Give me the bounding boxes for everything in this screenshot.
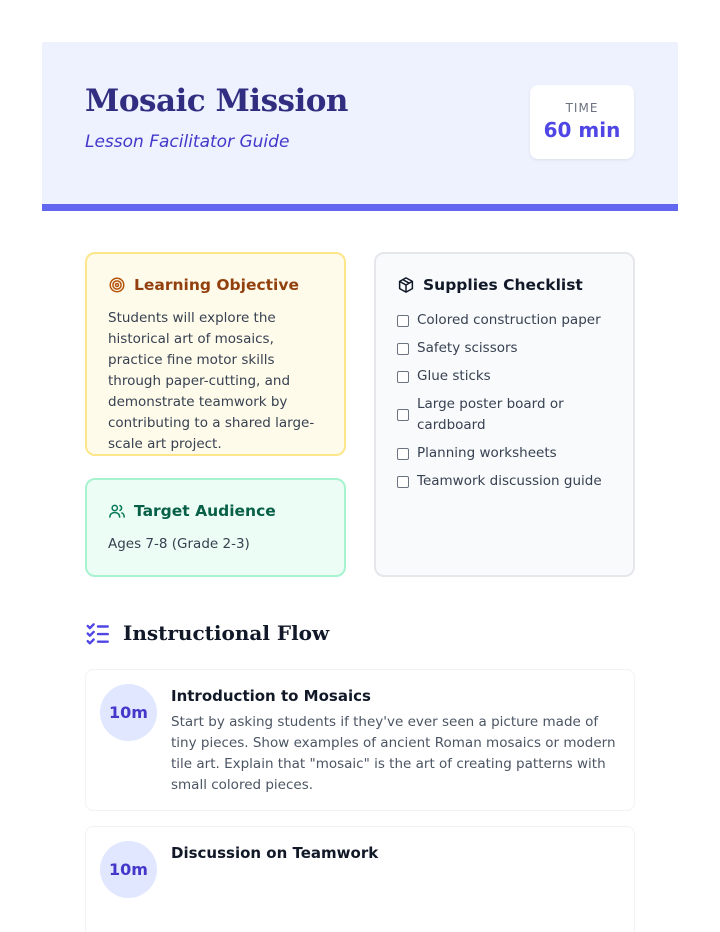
flow-step [85,669,635,811]
lesson-guide-page [42,42,678,932]
step-duration-badge: 10m [100,684,157,741]
learning-objective-heading [108,276,299,294]
package-icon [397,276,415,294]
supply-label: Teamwork discussion guide [417,473,602,489]
learning-objective-text: Students will explore the historical art of mosaics, practice fine motor skills through paper-cutting, and demonstrate teamwork by contributing to a shared large-scale art project. [108,310,315,452]
supply-label: Colored construction paper [417,312,601,328]
target-audience-card [85,478,346,577]
learning-objective-card [85,252,346,456]
supply-item[interactable] [397,310,622,331]
supply-item[interactable] [397,471,622,492]
supplies-checklist-heading [397,276,583,294]
supply-label: Glue sticks [417,368,491,384]
step-duration-badge: 10m [100,841,157,898]
supply-item[interactable] [397,338,622,359]
supplies-checklist-card [374,252,635,577]
step-title: Discussion on Teamwork [171,844,379,862]
target-audience-heading [108,502,276,520]
target-audience-title: Target Audience [134,502,276,520]
target-audience-text: Ages 7-8 (Grade 2-3) [108,536,250,552]
time-value: 60 min [543,118,621,142]
header-banner [42,42,678,204]
list-checks-icon [85,620,111,646]
supply-label: Planning worksheets [417,445,557,461]
step-title: Introduction to Mosaics [171,687,371,705]
header-accent-bar [42,204,678,211]
supplies-list [397,310,622,499]
users-icon [108,502,126,520]
instructional-flow-title: Instructional Flow [123,621,330,645]
instructional-flow-heading [85,620,329,646]
supply-item[interactable] [397,443,622,464]
supplies-checklist-title: Supplies Checklist [423,276,583,294]
page-subtitle: Lesson Facilitator Guide [85,132,290,152]
step-description: Start by asking students if they've ever seen a picture made of tiny pieces. Show examples of ancient Roman mosaics or modern tile art. Explain that "mosaic" is the art of creating patterns with small colored pieces. [171,714,616,793]
supply-label: Large poster board or cardboard [417,396,564,433]
target-icon [108,276,126,294]
flow-step [85,826,635,932]
checkbox[interactable] [397,476,409,488]
supply-item[interactable] [397,366,622,387]
checkbox[interactable] [397,371,409,383]
supply-item[interactable] [397,394,622,436]
checkbox[interactable] [397,315,409,327]
checkbox[interactable] [397,448,409,460]
learning-objective-title: Learning Objective [134,276,299,294]
checkbox[interactable] [397,343,409,355]
time-badge [530,85,634,159]
time-label: TIME [565,101,599,115]
checkbox[interactable] [397,409,409,421]
page-title: Mosaic Mission [85,83,348,119]
supply-label: Safety scissors [417,340,518,356]
